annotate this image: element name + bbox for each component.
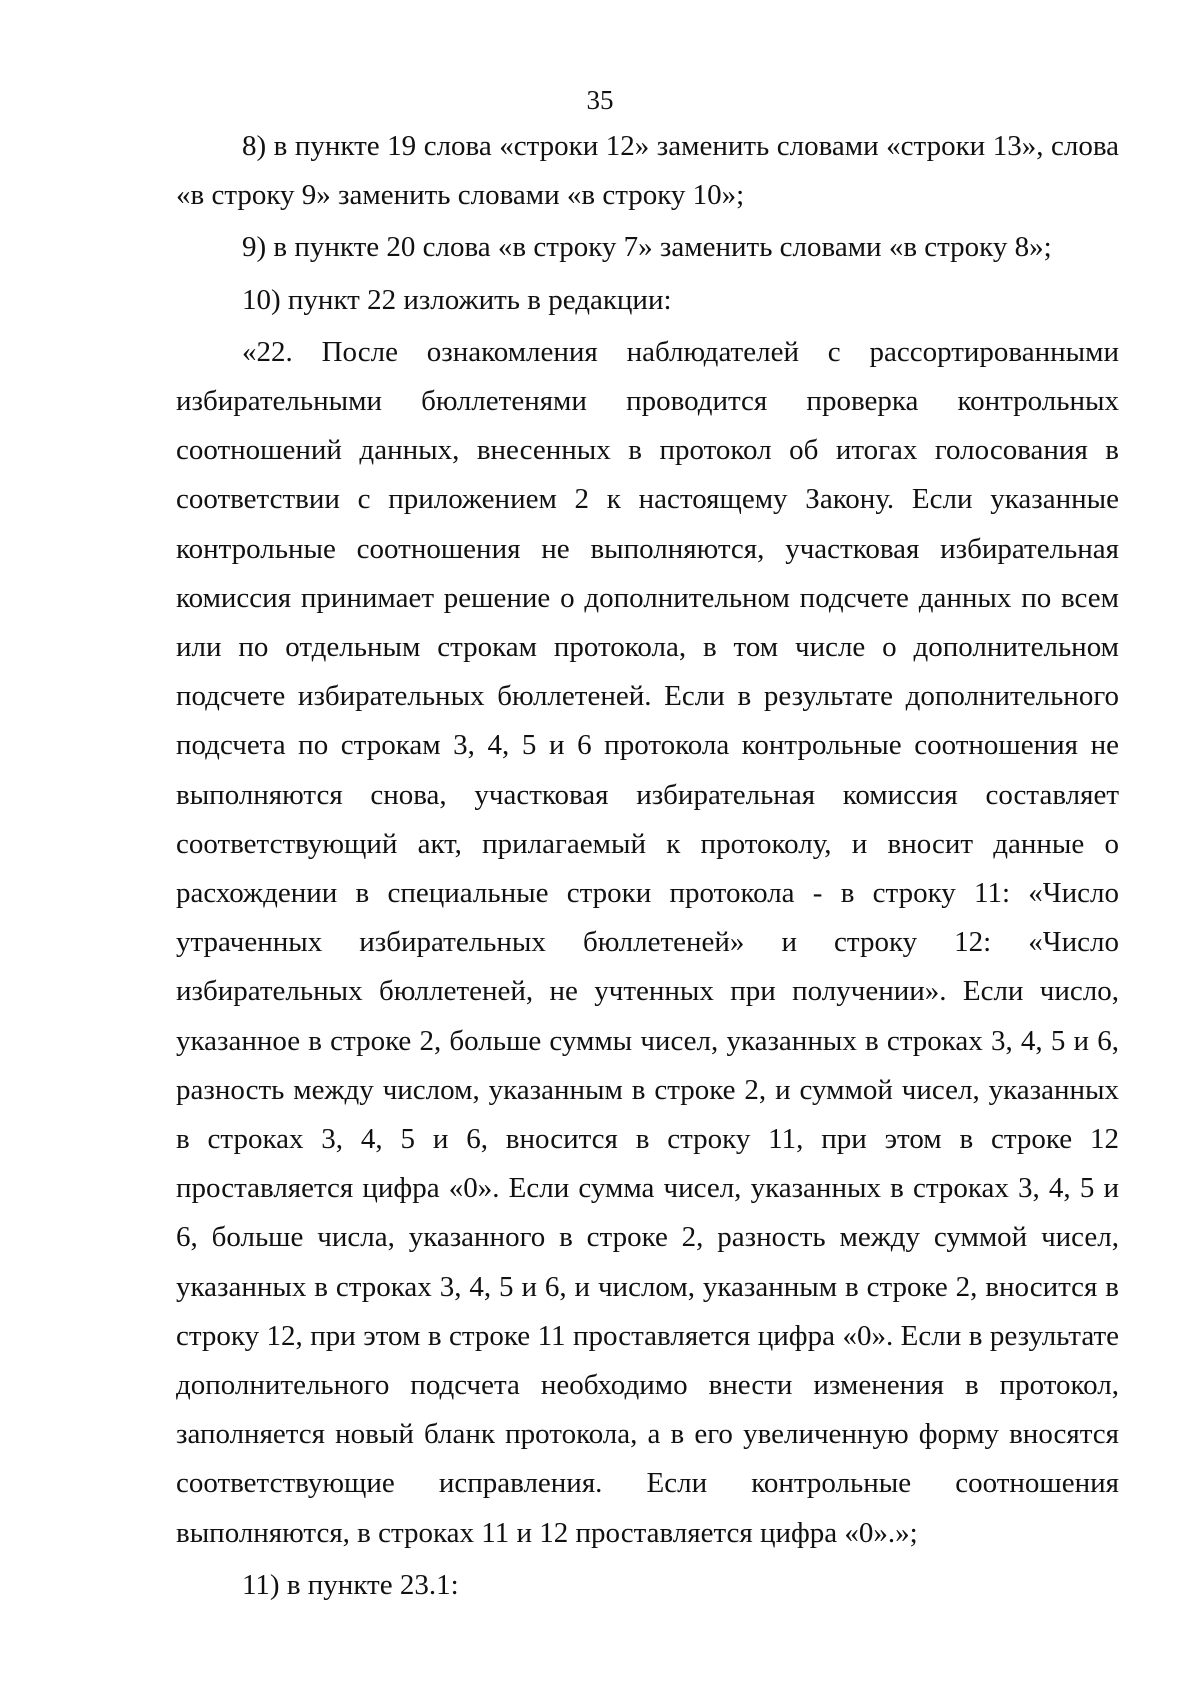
document-body bbox=[176, 122, 1119, 1610]
paragraph-clause-22: «22. После ознакомления наблюдателей с рассортированными избирательными бюллетенями проводится проверка контрольных соотношений данных, внесенных в протокол об итогах голосования в соответствии с приложением 2 к настоящему Закону. Если указанные контрольные соотношения не выполняются, участковая избирательная комиссия принимает решение о дополнительном подсчете данных по всем или по отдельным строкам протокола, в том числе о дополнительном подсчете избирательных бюллетеней. Если в результате дополнительного подсчета по строкам 3, 4, 5 и 6 протокола контрольные соотношения не выполняются снова, участковая избирательная комиссия составляет соответствующий акт, прилагаемый к протоколу, и вносит данные о расхождении в специальные строки протокола - в строку 11: «Число утраченных избирательных бюллетеней» и строку 12: «Число избирательных бюллетеней, не учтенных при получении». Если число, указанное в строке 2, больше суммы чисел, указанных в строках 3, 4, 5 и 6, разность между числом, указанным в строке 2, и суммой чисел, указанных в строках 3, 4, 5 и 6, вносится в строку 11, при этом в строке 12 проставляется цифра «0». Если сумма чисел, указанных в строках 3, 4, 5 и 6, больше числа, указанного в строке 2, разность между суммой чисел, указанных в строках 3, 4, 5 и 6, и числом, указанным в строке 2, вносится в строку 12, при этом в строке 11 проставляется цифра «0». Если в результате дополнительного подсчета необходимо внести изменения в протокол, заполняется новый бланк протокола, а в его увеличенную форму вносятся соответствующие исправления. Если контрольные соотношения выполняются, в строках 11 и 12 проставляется цифра «0».»; bbox=[176, 335, 1119, 1549]
paragraph-item-8: 8) в пункте 19 слова «строки 12» заменить словами «строки 13», слова «в строку 9» заменить словами «в строку 10»; bbox=[176, 130, 1119, 212]
paragraph-item-9: 9) в пункте 20 слова «в строку 7» заменить словами «в строку 8»; bbox=[242, 231, 1052, 264]
paragraph-item-10: 10) пункт 22 изложить в редакции: bbox=[242, 283, 672, 316]
page-number: 35 bbox=[586, 85, 614, 115]
paragraph-item-11: 11) в пункте 23.1: bbox=[242, 1568, 459, 1601]
